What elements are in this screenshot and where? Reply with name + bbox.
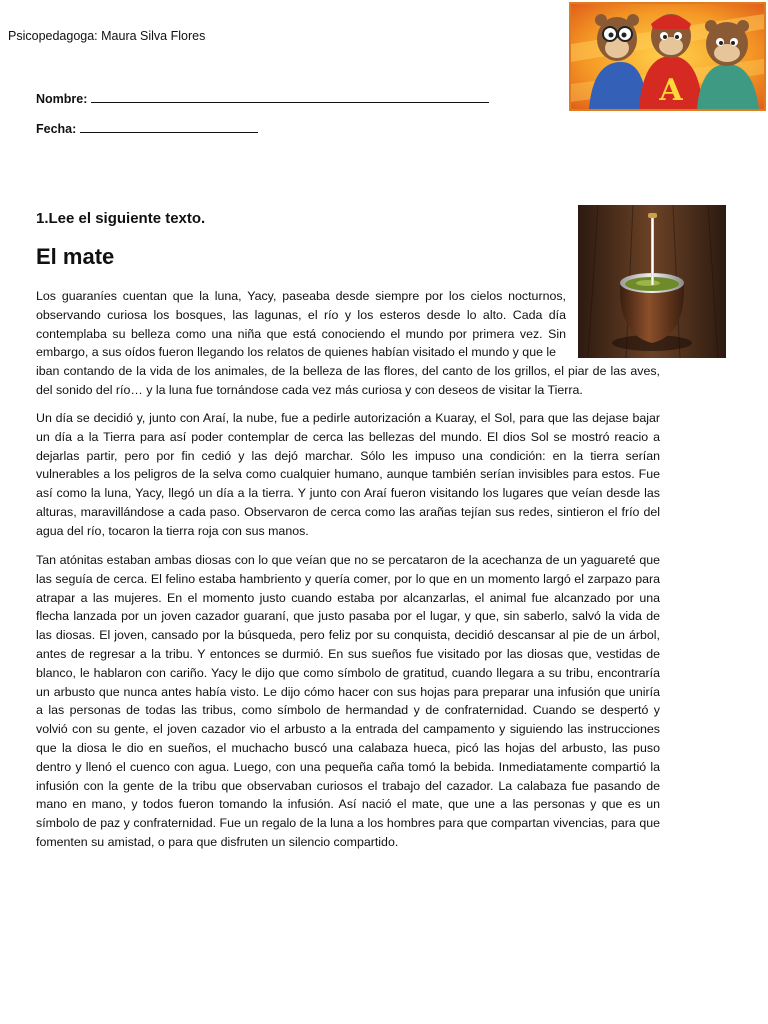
paragraph-1-rest: iban contando de la vida de los animales, de la belleza de las flores, del canto de los grillos, el piar de las aves, del sonido del río… y la luna fue tornándose cada vez más curiosa y con deseos de visitar la Tierra. [36, 364, 660, 397]
chipmunks-image [569, 2, 766, 111]
date-label: Fecha: [36, 122, 77, 136]
paragraph-3: Tan atónitas estaban ambas diosas con lo que veían que no se percataron de la acechanza de un yaguareté que las seguía de cerca. El felino estaba hambriento y quería comer, por lo que en un momento largó el zarpazo para atrapar a las mujeres. En el momento justo cuando estaba por alcanzarlas, el animal fue alcanzado por una flecha lanzada por un joven cazador guaraní, que justo pasaba por el lugar, y que, sin saberlo, salvó la vida de las diosas. El joven, cansado por la búsqueda, pero feliz por su conquista, decidió descansar al pie de un árbol, antes de regresar a la tribu. Y entonces se durmió. En sus sueños fue visitado por las diosas que, vestidas de blanco, le hablaron con cariño. Yacy le dijo que como símbolo de gratitud, cuando llegara a su tribu, encontraría un arbusto que nunca antes había visto. Le dijo cómo hacer con sus hojas para preparar una infusión que uniría a las personas de todas las tribus, como símbolo de hermandad y de confraternidad. Cuando se despertó y volvió con su gente, el joven cazador vio el arbusto a la entrada del campamento y siguiendo las instrucciones que la diosa le dio en sueños, el muchacho buscó una calabaza hueca, picó las hojas del arbusto, las puso dentro y llenó el cuenco con agua. Luego, con una pequeña caña tomó la bebida. Inmediatamente compartió la infusión con la gente de la tribu que observaban curiosos el trabajo del cazador. La calabaza fue pasando de mano en mano, y todos fueron tomando la infusión. Así nació el mate, que une a las personas y que es un símbolo de paz y confraternidad. Fue un regalo de la luna a los hombres para que compartan vivencias, para que fomenten su amistad, o para que disfruten un silencio compartido. [36, 553, 660, 849]
name-blank-line[interactable] [91, 92, 489, 103]
instruction-heading: 1.Lee el siguiente texto. [36, 210, 206, 227]
svg-text:A: A [659, 73, 683, 108]
date-field[interactable] [36, 122, 258, 136]
author-line: Psicopedagoga: Maura Silva Flores [8, 29, 206, 43]
date-blank-line[interactable] [80, 122, 258, 133]
paragraph-1 [36, 287, 660, 400]
text-title: El mate [36, 244, 115, 269]
name-field[interactable] [36, 92, 489, 106]
name-label: Nombre: [36, 92, 88, 106]
paragraph-2: Un día se decidió y, junto con Araí, la nube, fue a pedirle autorización a Kuaray, el Sol, para que las dejase bajar un día a la Tierra para así poder contemplar de cerca las bellezas del mundo. El dios Sol se mostró reacio a dejarlas partir, pero por fin cedió y las dejó marchar. Sólo les impuso una condición: en la tierra serían vulnerables a los peligros de la selva como cualquier humano, aunque también serían invisibles para estos. Fue así como la luna, Yacy, llegó un día a la tierra. Y junto con Araí fueron visitando los lugares que veían desde las alturas, maravillándose a cada paso. Observaron de cerca como las arañas tejían sus redes, sintieron el frío del agua del río, tocaron la tierra roja con sus manos. [36, 411, 660, 538]
paragraph-1-wrapped: Los guaraníes cuentan que la luna, Yacy, paseaba desde siempre por los cielos nocturnos, observando curiosa los bosques, las lagunas, el río y los esteros desde lo alto. Cada día contemplaba su belleza como una niña que está conociendo el mundo por primera vez. Sin embargo, a sus oídos fueron llegando los relatos de quienes habían visitado el mundo y que le [36, 289, 566, 360]
